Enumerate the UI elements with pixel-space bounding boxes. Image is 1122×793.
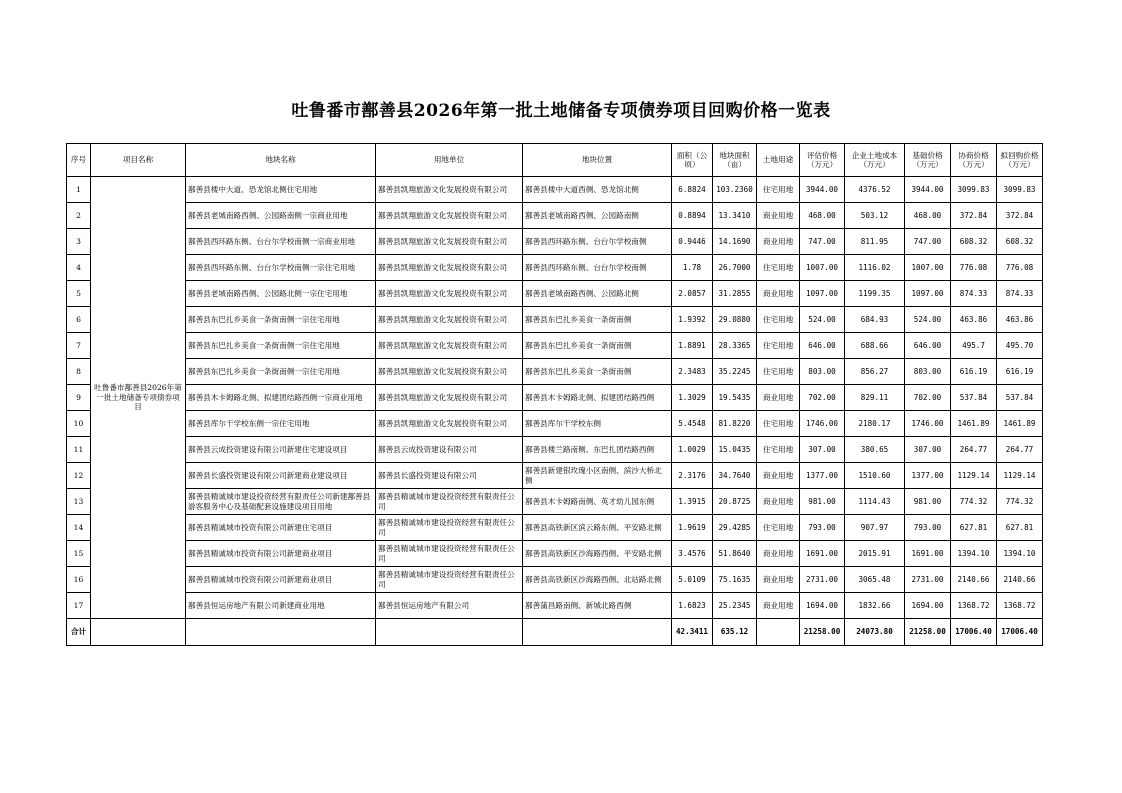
cell-parcel: 鄯善县长盛投资建设有限公司新建商业建设项目 <box>186 463 376 489</box>
cell-base: 1691.00 <box>905 541 951 567</box>
cell-base: 702.00 <box>905 385 951 411</box>
cell-buyback: 264.77 <box>997 437 1043 463</box>
cell-area-ha: 2.0857 <box>672 281 713 307</box>
header-appraisal: 评估价格（万元） <box>800 144 845 177</box>
cell-seq: 7 <box>67 333 91 359</box>
header-buyback: 拟回购价格（万元） <box>997 144 1043 177</box>
cell-appraisal: 793.00 <box>800 515 845 541</box>
project-name-cell: 吐鲁番市鄯善县2026年第一批土地储备专项债券项目 <box>91 177 186 619</box>
cell-buyback: 608.32 <box>997 229 1043 255</box>
total-empty-cell <box>523 619 672 646</box>
cell-use: 商业用地 <box>757 541 800 567</box>
cell-appraisal: 981.00 <box>800 489 845 515</box>
cell-use: 商业用地 <box>757 489 800 515</box>
cell-appraisal: 1097.00 <box>800 281 845 307</box>
cell-buyback: 1129.14 <box>997 463 1043 489</box>
cell-cost: 503.12 <box>845 203 905 229</box>
cell-area-mu: 35.2245 <box>713 359 757 385</box>
cell-negotiated: 463.86 <box>951 307 997 333</box>
cell-negotiated: 774.32 <box>951 489 997 515</box>
cell-parcel: 鄯善县西环路东侧、台台尔学校南侧一宗住宅用地 <box>186 255 376 281</box>
cell-base: 646.00 <box>905 333 951 359</box>
cell-cost: 856.27 <box>845 359 905 385</box>
cell-buyback: 1394.10 <box>997 541 1043 567</box>
cell-negotiated: 616.19 <box>951 359 997 385</box>
cell-area-mu: 31.2855 <box>713 281 757 307</box>
cell-unit: 鄯善县云成投资建设有限公司 <box>376 437 523 463</box>
cell-negotiated: 1129.14 <box>951 463 997 489</box>
table-row <box>67 229 1043 255</box>
total-row <box>67 619 1043 646</box>
cell-area-ha: 1.3915 <box>672 489 713 515</box>
cell-use: 商业用地 <box>757 593 800 619</box>
cell-unit: 鄯善县凯翔旅游文化发展投资有限公司 <box>376 177 523 203</box>
table-row <box>67 593 1043 619</box>
cell-base: 747.00 <box>905 229 951 255</box>
table-row <box>67 567 1043 593</box>
cell-area-mu: 14.1690 <box>713 229 757 255</box>
cell-location: 鄯善县东巴扎乡美食一条街南侧 <box>523 359 672 385</box>
cell-buyback: 537.84 <box>997 385 1043 411</box>
cell-location: 鄯善县楼中大道西侧、恐龙馆北侧 <box>523 177 672 203</box>
cell-parcel: 鄯善县恒运房地产有限公司新建商业用地 <box>186 593 376 619</box>
cell-base: 1097.00 <box>905 281 951 307</box>
cell-parcel: 鄯善县木卡姆路北侧、拟建团结路西侧一宗商业用地 <box>186 385 376 411</box>
cell-use: 商业用地 <box>757 281 800 307</box>
cell-base: 524.00 <box>905 307 951 333</box>
cell-location: 鄯善县库尔干学校东侧 <box>523 411 672 437</box>
cell-appraisal: 803.00 <box>800 359 845 385</box>
cell-negotiated: 1461.89 <box>951 411 997 437</box>
cell-use: 商业用地 <box>757 463 800 489</box>
cell-area-ha: 1.0029 <box>672 437 713 463</box>
cell-cost: 1199.35 <box>845 281 905 307</box>
cell-seq: 9 <box>67 385 91 411</box>
cell-unit: 鄯善县凯翔旅游文化发展投资有限公司 <box>376 255 523 281</box>
cell-area-ha: 6.8824 <box>672 177 713 203</box>
cell-negotiated: 874.33 <box>951 281 997 307</box>
cell-seq: 6 <box>67 307 91 333</box>
cell-location: 鄯善县楼兰路南侧、东巴扎团结路西侧 <box>523 437 672 463</box>
cell-buyback: 3099.83 <box>997 177 1043 203</box>
cell-cost: 2015.91 <box>845 541 905 567</box>
cell-area-ha: 2.3176 <box>672 463 713 489</box>
cell-area-mu: 13.3410 <box>713 203 757 229</box>
cell-negotiated: 372.84 <box>951 203 997 229</box>
cell-unit: 鄯善县恒运房地产有限公司 <box>376 593 523 619</box>
total-empty-cell <box>757 619 800 646</box>
cell-location: 鄯善县木卡姆路北侧、拟建团结路西侧 <box>523 385 672 411</box>
cell-use: 住宅用地 <box>757 177 800 203</box>
cell-parcel: 鄯善县西环路东侧、台台尔学校南侧一宗商业用地 <box>186 229 376 255</box>
cell-use: 商业用地 <box>757 229 800 255</box>
cell-unit: 鄯善县精诚城市建设投资经营有限责任公司 <box>376 489 523 515</box>
cell-cost: 1510.60 <box>845 463 905 489</box>
cell-area-mu: 29.0880 <box>713 307 757 333</box>
cell-seq: 14 <box>67 515 91 541</box>
total-empty-cell <box>91 619 186 646</box>
cell-cost: 829.11 <box>845 385 905 411</box>
cell-buyback: 372.84 <box>997 203 1043 229</box>
cell-use: 住宅用地 <box>757 437 800 463</box>
header-seq: 序号 <box>67 144 91 177</box>
cell-seq: 8 <box>67 359 91 385</box>
cell-cost: 811.95 <box>845 229 905 255</box>
cell-base: 1694.00 <box>905 593 951 619</box>
table-header-row <box>67 144 1043 177</box>
cell-use: 商业用地 <box>757 203 800 229</box>
cell-seq: 17 <box>67 593 91 619</box>
cell-location: 鄯善县东巴扎乡美食一条街南侧 <box>523 307 672 333</box>
cell-area-ha: 1.6823 <box>672 593 713 619</box>
cell-area-mu: 28.3365 <box>713 333 757 359</box>
cell-seq: 5 <box>67 281 91 307</box>
table-row <box>67 359 1043 385</box>
cell-area-ha: 1.9619 <box>672 515 713 541</box>
cell-parcel: 鄯善县东巴扎乡美食一条街南侧一宗住宅用地 <box>186 333 376 359</box>
cell-parcel: 鄯善县老城南路西侧、公园路北侧一宗住宅用地 <box>186 281 376 307</box>
table-row <box>67 515 1043 541</box>
cell-negotiated: 1368.72 <box>951 593 997 619</box>
table-row <box>67 203 1043 229</box>
cell-base: 981.00 <box>905 489 951 515</box>
total-empty-cell <box>376 619 523 646</box>
cell-location: 鄯善县老城南路西侧、公园路北侧 <box>523 281 672 307</box>
cell-unit: 鄯善县精诚城市建设投资经营有限责任公司 <box>376 515 523 541</box>
cell-unit: 鄯善县凯翔旅游文化发展投资有限公司 <box>376 359 523 385</box>
cell-area-mu: 29.4285 <box>713 515 757 541</box>
cell-cost: 4376.52 <box>845 177 905 203</box>
cell-parcel: 鄯善县精诚城市投资有限公司新建商业项目 <box>186 541 376 567</box>
cell-base: 2731.00 <box>905 567 951 593</box>
cell-unit: 鄯善县精诚城市建设投资经营有限责任公司 <box>376 567 523 593</box>
cell-cost: 1116.02 <box>845 255 905 281</box>
total-label: 合计 <box>67 619 91 646</box>
cell-appraisal: 646.00 <box>800 333 845 359</box>
cell-negotiated: 776.08 <box>951 255 997 281</box>
cell-unit: 鄯善县凯翔旅游文化发展投资有限公司 <box>376 281 523 307</box>
cell-seq: 4 <box>67 255 91 281</box>
table-row <box>67 541 1043 567</box>
cell-negotiated: 2140.66 <box>951 567 997 593</box>
cell-parcel: 鄯善县老城南路西侧、公园路南侧一宗商业用地 <box>186 203 376 229</box>
cell-area-mu: 75.1635 <box>713 567 757 593</box>
cell-area-ha: 0.8894 <box>672 203 713 229</box>
cell-unit: 鄯善县凯翔旅游文化发展投资有限公司 <box>376 333 523 359</box>
cell-area-mu: 51.8640 <box>713 541 757 567</box>
cell-area-ha: 2.3483 <box>672 359 713 385</box>
cell-use: 住宅用地 <box>757 515 800 541</box>
cell-use: 商业用地 <box>757 567 800 593</box>
cell-cost: 1832.66 <box>845 593 905 619</box>
cell-parcel: 鄯善县东巴扎乡美食一条街南侧一宗住宅用地 <box>186 307 376 333</box>
cell-location: 鄯善县高铁新区沙海路西侧、平安路北侧 <box>523 541 672 567</box>
cell-buyback: 776.08 <box>997 255 1043 281</box>
cell-negotiated: 495.7 <box>951 333 997 359</box>
cell-seq: 15 <box>67 541 91 567</box>
cell-buyback: 616.19 <box>997 359 1043 385</box>
cell-base: 1746.00 <box>905 411 951 437</box>
cell-seq: 1 <box>67 177 91 203</box>
cell-parcel: 鄯善县东巴扎乡美食一条街南侧一宗住宅用地 <box>186 359 376 385</box>
header-use: 土地用途 <box>757 144 800 177</box>
cell-appraisal: 3944.00 <box>800 177 845 203</box>
total-base: 21258.00 <box>905 619 951 646</box>
cell-buyback: 774.32 <box>997 489 1043 515</box>
cell-buyback: 2140.66 <box>997 567 1043 593</box>
cell-area-ha: 1.3029 <box>672 385 713 411</box>
cell-base: 803.00 <box>905 359 951 385</box>
header-parcel: 地块名称 <box>186 144 376 177</box>
cell-buyback: 627.81 <box>997 515 1043 541</box>
cell-seq: 12 <box>67 463 91 489</box>
cell-seq: 10 <box>67 411 91 437</box>
table-row <box>67 489 1043 515</box>
cell-negotiated: 264.77 <box>951 437 997 463</box>
total-area-ha: 42.3411 <box>672 619 713 646</box>
cell-base: 3944.00 <box>905 177 951 203</box>
table-row <box>67 307 1043 333</box>
total-empty-cell <box>186 619 376 646</box>
cell-buyback: 1461.89 <box>997 411 1043 437</box>
cell-location: 鄯善县西环路东侧、台台尔学校南侧 <box>523 255 672 281</box>
total-cost: 24073.80 <box>845 619 905 646</box>
cell-parcel: 鄯善县精诚城市投资有限公司新建商业项目 <box>186 567 376 593</box>
cell-area-mu: 81.8220 <box>713 411 757 437</box>
cell-parcel: 鄯善县云成投资建设有限公司新建住宅建设项目 <box>186 437 376 463</box>
cell-area-mu: 26.7000 <box>713 255 757 281</box>
cell-cost: 3065.48 <box>845 567 905 593</box>
cell-area-ha: 1.9392 <box>672 307 713 333</box>
cell-unit: 鄯善县凯翔旅游文化发展投资有限公司 <box>376 203 523 229</box>
cell-parcel: 鄯善县库尔干学校东侧一宗住宅用地 <box>186 411 376 437</box>
cell-location: 鄯善县东巴扎乡美食一条街南侧 <box>523 333 672 359</box>
cell-appraisal: 468.00 <box>800 203 845 229</box>
cell-unit: 鄯善县凯翔旅游文化发展投资有限公司 <box>376 385 523 411</box>
cell-buyback: 1368.72 <box>997 593 1043 619</box>
cell-unit: 鄯善县长盛投资建设有限公司 <box>376 463 523 489</box>
cell-location: 鄯善县老城南路西侧、公园路南侧 <box>523 203 672 229</box>
header-project: 项目名称 <box>91 144 186 177</box>
table-row <box>67 463 1043 489</box>
cell-area-ha: 3.4576 <box>672 541 713 567</box>
header-base: 基础价格（万元） <box>905 144 951 177</box>
cell-use: 住宅用地 <box>757 359 800 385</box>
header-area-ha: 面积（公顷） <box>672 144 713 177</box>
cell-area-ha: 1.8891 <box>672 333 713 359</box>
cell-base: 468.00 <box>905 203 951 229</box>
cell-buyback: 463.86 <box>997 307 1043 333</box>
cell-use: 住宅用地 <box>757 411 800 437</box>
cell-area-mu: 15.0435 <box>713 437 757 463</box>
cell-cost: 684.93 <box>845 307 905 333</box>
cell-unit: 鄯善县精诚城市建设投资经营有限责任公司 <box>376 541 523 567</box>
buyback-price-table <box>66 143 1043 646</box>
cell-cost: 380.65 <box>845 437 905 463</box>
header-area-mu: 地块面积（亩） <box>713 144 757 177</box>
cell-unit: 鄯善县凯翔旅游文化发展投资有限公司 <box>376 411 523 437</box>
cell-appraisal: 1694.00 <box>800 593 845 619</box>
cell-unit: 鄯善县凯翔旅游文化发展投资有限公司 <box>376 229 523 255</box>
table-row <box>67 411 1043 437</box>
cell-negotiated: 627.81 <box>951 515 997 541</box>
cell-negotiated: 537.84 <box>951 385 997 411</box>
cell-area-mu: 34.7640 <box>713 463 757 489</box>
cell-seq: 11 <box>67 437 91 463</box>
cell-appraisal: 702.00 <box>800 385 845 411</box>
table-row <box>67 333 1043 359</box>
cell-appraisal: 747.00 <box>800 229 845 255</box>
header-unit: 用地单位 <box>376 144 523 177</box>
cell-use: 住宅用地 <box>757 255 800 281</box>
cell-area-mu: 103.2360 <box>713 177 757 203</box>
cell-location: 鄯善蒲昌路南侧、新城北路西侧 <box>523 593 672 619</box>
cell-appraisal: 524.00 <box>800 307 845 333</box>
cell-location: 鄯善县高铁新区滨云路东侧、平安路北侧 <box>523 515 672 541</box>
cell-location: 鄯善县木卡姆路南侧、英才幼儿园东侧 <box>523 489 672 515</box>
cell-negotiated: 1394.10 <box>951 541 997 567</box>
cell-unit: 鄯善县凯翔旅游文化发展投资有限公司 <box>376 307 523 333</box>
cell-location: 鄯善县西环路东侧、台台尔学校南侧 <box>523 229 672 255</box>
cell-parcel: 鄯善县精诚城市投资有限公司新建住宅项目 <box>186 515 376 541</box>
cell-appraisal: 1007.00 <box>800 255 845 281</box>
table-row <box>67 385 1043 411</box>
cell-location: 鄯善县新建银玫瑰小区南侧、滨沙大桥北侧 <box>523 463 672 489</box>
cell-appraisal: 1377.00 <box>800 463 845 489</box>
cell-appraisal: 1691.00 <box>800 541 845 567</box>
page-title: 吐鲁番市鄯善县2026年第一批土地储备专项债券项目回购价格一览表 <box>291 101 831 121</box>
cell-seq: 16 <box>67 567 91 593</box>
header-cost: 企业土地成本（万元） <box>845 144 905 177</box>
cell-cost: 688.66 <box>845 333 905 359</box>
cell-negotiated: 3099.83 <box>951 177 997 203</box>
cell-area-ha: 5.0109 <box>672 567 713 593</box>
table-row <box>67 281 1043 307</box>
cell-parcel: 鄯善县精诚城市建设投资经营有限责任公司新建鄯善县游客服务中心及基础配套设施建设项目用地 <box>186 489 376 515</box>
table-row <box>67 437 1043 463</box>
cell-base: 307.00 <box>905 437 951 463</box>
cell-appraisal: 2731.00 <box>800 567 845 593</box>
cell-area-ha: 5.4548 <box>672 411 713 437</box>
cell-parcel: 鄯善县楼中大道、恐龙馆北侧住宅用地 <box>186 177 376 203</box>
cell-seq: 3 <box>67 229 91 255</box>
cell-location: 鄯善县高铁新区沙海路西侧、北站路北侧 <box>523 567 672 593</box>
cell-use: 住宅用地 <box>757 307 800 333</box>
cell-seq: 13 <box>67 489 91 515</box>
cell-area-mu: 25.2345 <box>713 593 757 619</box>
cell-appraisal: 307.00 <box>800 437 845 463</box>
total-appraisal: 21258.00 <box>800 619 845 646</box>
cell-seq: 2 <box>67 203 91 229</box>
header-location: 地块位置 <box>523 144 672 177</box>
cell-cost: 1114.43 <box>845 489 905 515</box>
cell-buyback: 874.33 <box>997 281 1043 307</box>
total-area-mu: 635.12 <box>713 619 757 646</box>
cell-area-ha: 1.78 <box>672 255 713 281</box>
table-row <box>67 177 1043 203</box>
table-row <box>67 255 1043 281</box>
header-negotiated: 协商价格（万元） <box>951 144 997 177</box>
cell-use: 商业用地 <box>757 385 800 411</box>
cell-cost: 907.97 <box>845 515 905 541</box>
cell-buyback: 495.70 <box>997 333 1043 359</box>
cell-area-ha: 0.9446 <box>672 229 713 255</box>
cell-base: 1377.00 <box>905 463 951 489</box>
cell-base: 793.00 <box>905 515 951 541</box>
total-negotiated: 17006.40 <box>951 619 997 646</box>
cell-appraisal: 1746.00 <box>800 411 845 437</box>
cell-negotiated: 608.32 <box>951 229 997 255</box>
cell-area-mu: 19.5435 <box>713 385 757 411</box>
cell-area-mu: 20.8725 <box>713 489 757 515</box>
cell-cost: 2180.17 <box>845 411 905 437</box>
cell-base: 1007.00 <box>905 255 951 281</box>
cell-use: 住宅用地 <box>757 333 800 359</box>
total-buyback: 17006.40 <box>997 619 1043 646</box>
